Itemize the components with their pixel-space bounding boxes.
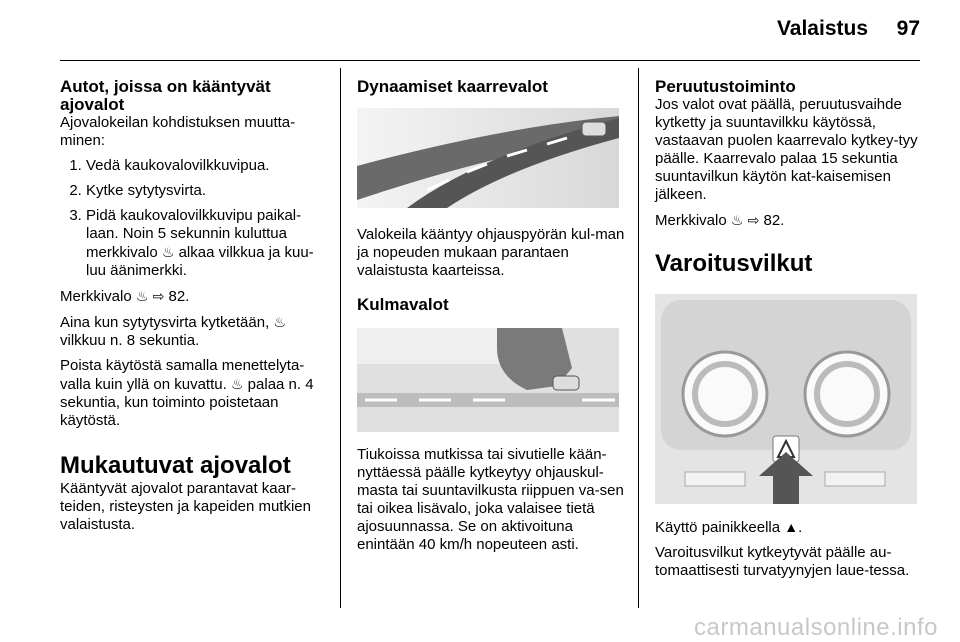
list-item-text: Pidä kaukovalovilkkuvipu paikal-laan. Noin 5 sekunnin kuluttua merkkivalo — [86, 207, 302, 261]
list-item: 2. Kytke sytytysvirta. — [86, 182, 330, 200]
lamp-icon: ♨ — [161, 244, 175, 260]
page-ref-icon: ⇨ — [152, 288, 165, 304]
heading-dynamic-curve-lights: Dynaamiset kaarrevalot — [357, 77, 548, 96]
hazard-button-illustration — [655, 294, 917, 504]
paragraph: Tiukoissa mutkissa tai sivutielle kään-nyttäessä päälle kytkeytyy ohjauskul-masta tai suuntavilkusta riippuen va-sen tai oikea lisävalo, joka valaisee tietä ajosuunnassa. Se on aktivoituna enintään 40 km/h nopeuteen asti. — [357, 446, 624, 553]
column-divider — [340, 68, 341, 608]
paragraph: Valokeila kääntyy ohjauspyörän kul-man ja nopeuden mukaan parantaen valaistusta kaarteissa. — [357, 226, 625, 279]
paragraph: Merkkivalo ♨ ⇨ 82. — [655, 212, 785, 229]
column-middle — [357, 70, 625, 561]
paragraph: Jos valot ovat päällä, peruutusvaihde kytketty ja suuntavilkku käytössä, vastaavan puolen kaarrevalo kytkey-tyy päälle. Kaarrevalo palaa 15 sekuntia suuntavilkun käytön kat-kaisemisen jälkeen. — [655, 96, 918, 203]
column-divider — [638, 68, 639, 608]
heading-hazard-lights: Varoitusvilkut — [655, 250, 813, 277]
heading-turning-lights: Autot, joissa on kääntyvät ajovalot — [60, 77, 271, 114]
list-item — [86, 207, 330, 280]
steps-list — [60, 157, 330, 280]
figure-hazard-button — [655, 294, 917, 504]
section-title: Valaistus — [776, 17, 868, 40]
paragraph: Käyttö painikkeella ▲. — [655, 519, 803, 536]
paragraph: Merkkivalo ♨ ⇨ 82. — [60, 288, 190, 305]
column-left — [60, 70, 330, 541]
page-header — [0, 0, 960, 62]
paragraph: Kääntyvät ajovalot parantavat kaar-teiden, risteysten ja kapeiden mutkien valaistusta. — [60, 480, 311, 533]
heading-adaptive-lights: Mukautuvat ajovalot — [60, 452, 291, 479]
lamp-icon: ♨ — [730, 212, 744, 228]
lamp-icon: ♨ — [135, 288, 149, 304]
header-rule — [60, 60, 920, 61]
watermark: carmanualsonline.info — [694, 614, 938, 641]
lamp-icon: ♨ — [273, 314, 286, 330]
curve-lights-illustration — [357, 108, 619, 208]
paragraph: Ajovalokeilan kohdistuksen muutta-minen: — [60, 114, 296, 149]
hazard-triangle-icon: ▲ — [784, 519, 799, 535]
paragraph: Aina kun sytytysvirta kytketään, ♨ vilkkuu n. 8 sekuntia. — [60, 314, 286, 349]
heading-cornering-lights: Kulmavalot — [357, 295, 449, 314]
cornering-lights-illustration — [357, 328, 619, 432]
page-ref-icon: ⇨ — [747, 212, 760, 228]
figure-curve-lights — [357, 108, 619, 208]
list-item-text: alkaa vilkkua ja kuu-luu äänimerkki. — [86, 244, 314, 279]
list-item: 1. Vedä kaukovalovilkkuvipua. — [86, 157, 330, 175]
paragraph: Poista käytöstä samalla menettelyta-valla kuin yllä on kuvattu. ♨ palaa n. 4 sekuntia, kun toiminto poistetaan käytöstä. — [60, 357, 314, 429]
figure-cornering-lights — [357, 328, 619, 432]
heading-reverse-function: Peruutustoiminto — [655, 77, 796, 96]
page-number: 97 — [896, 17, 920, 40]
column-right — [655, 70, 925, 587]
lamp-icon: ♨ — [230, 376, 244, 392]
paragraph: Varoitusvilkut kytkeytyvät päälle au-tomaattisesti turvatyynyjen laue-tessa. — [655, 544, 910, 579]
